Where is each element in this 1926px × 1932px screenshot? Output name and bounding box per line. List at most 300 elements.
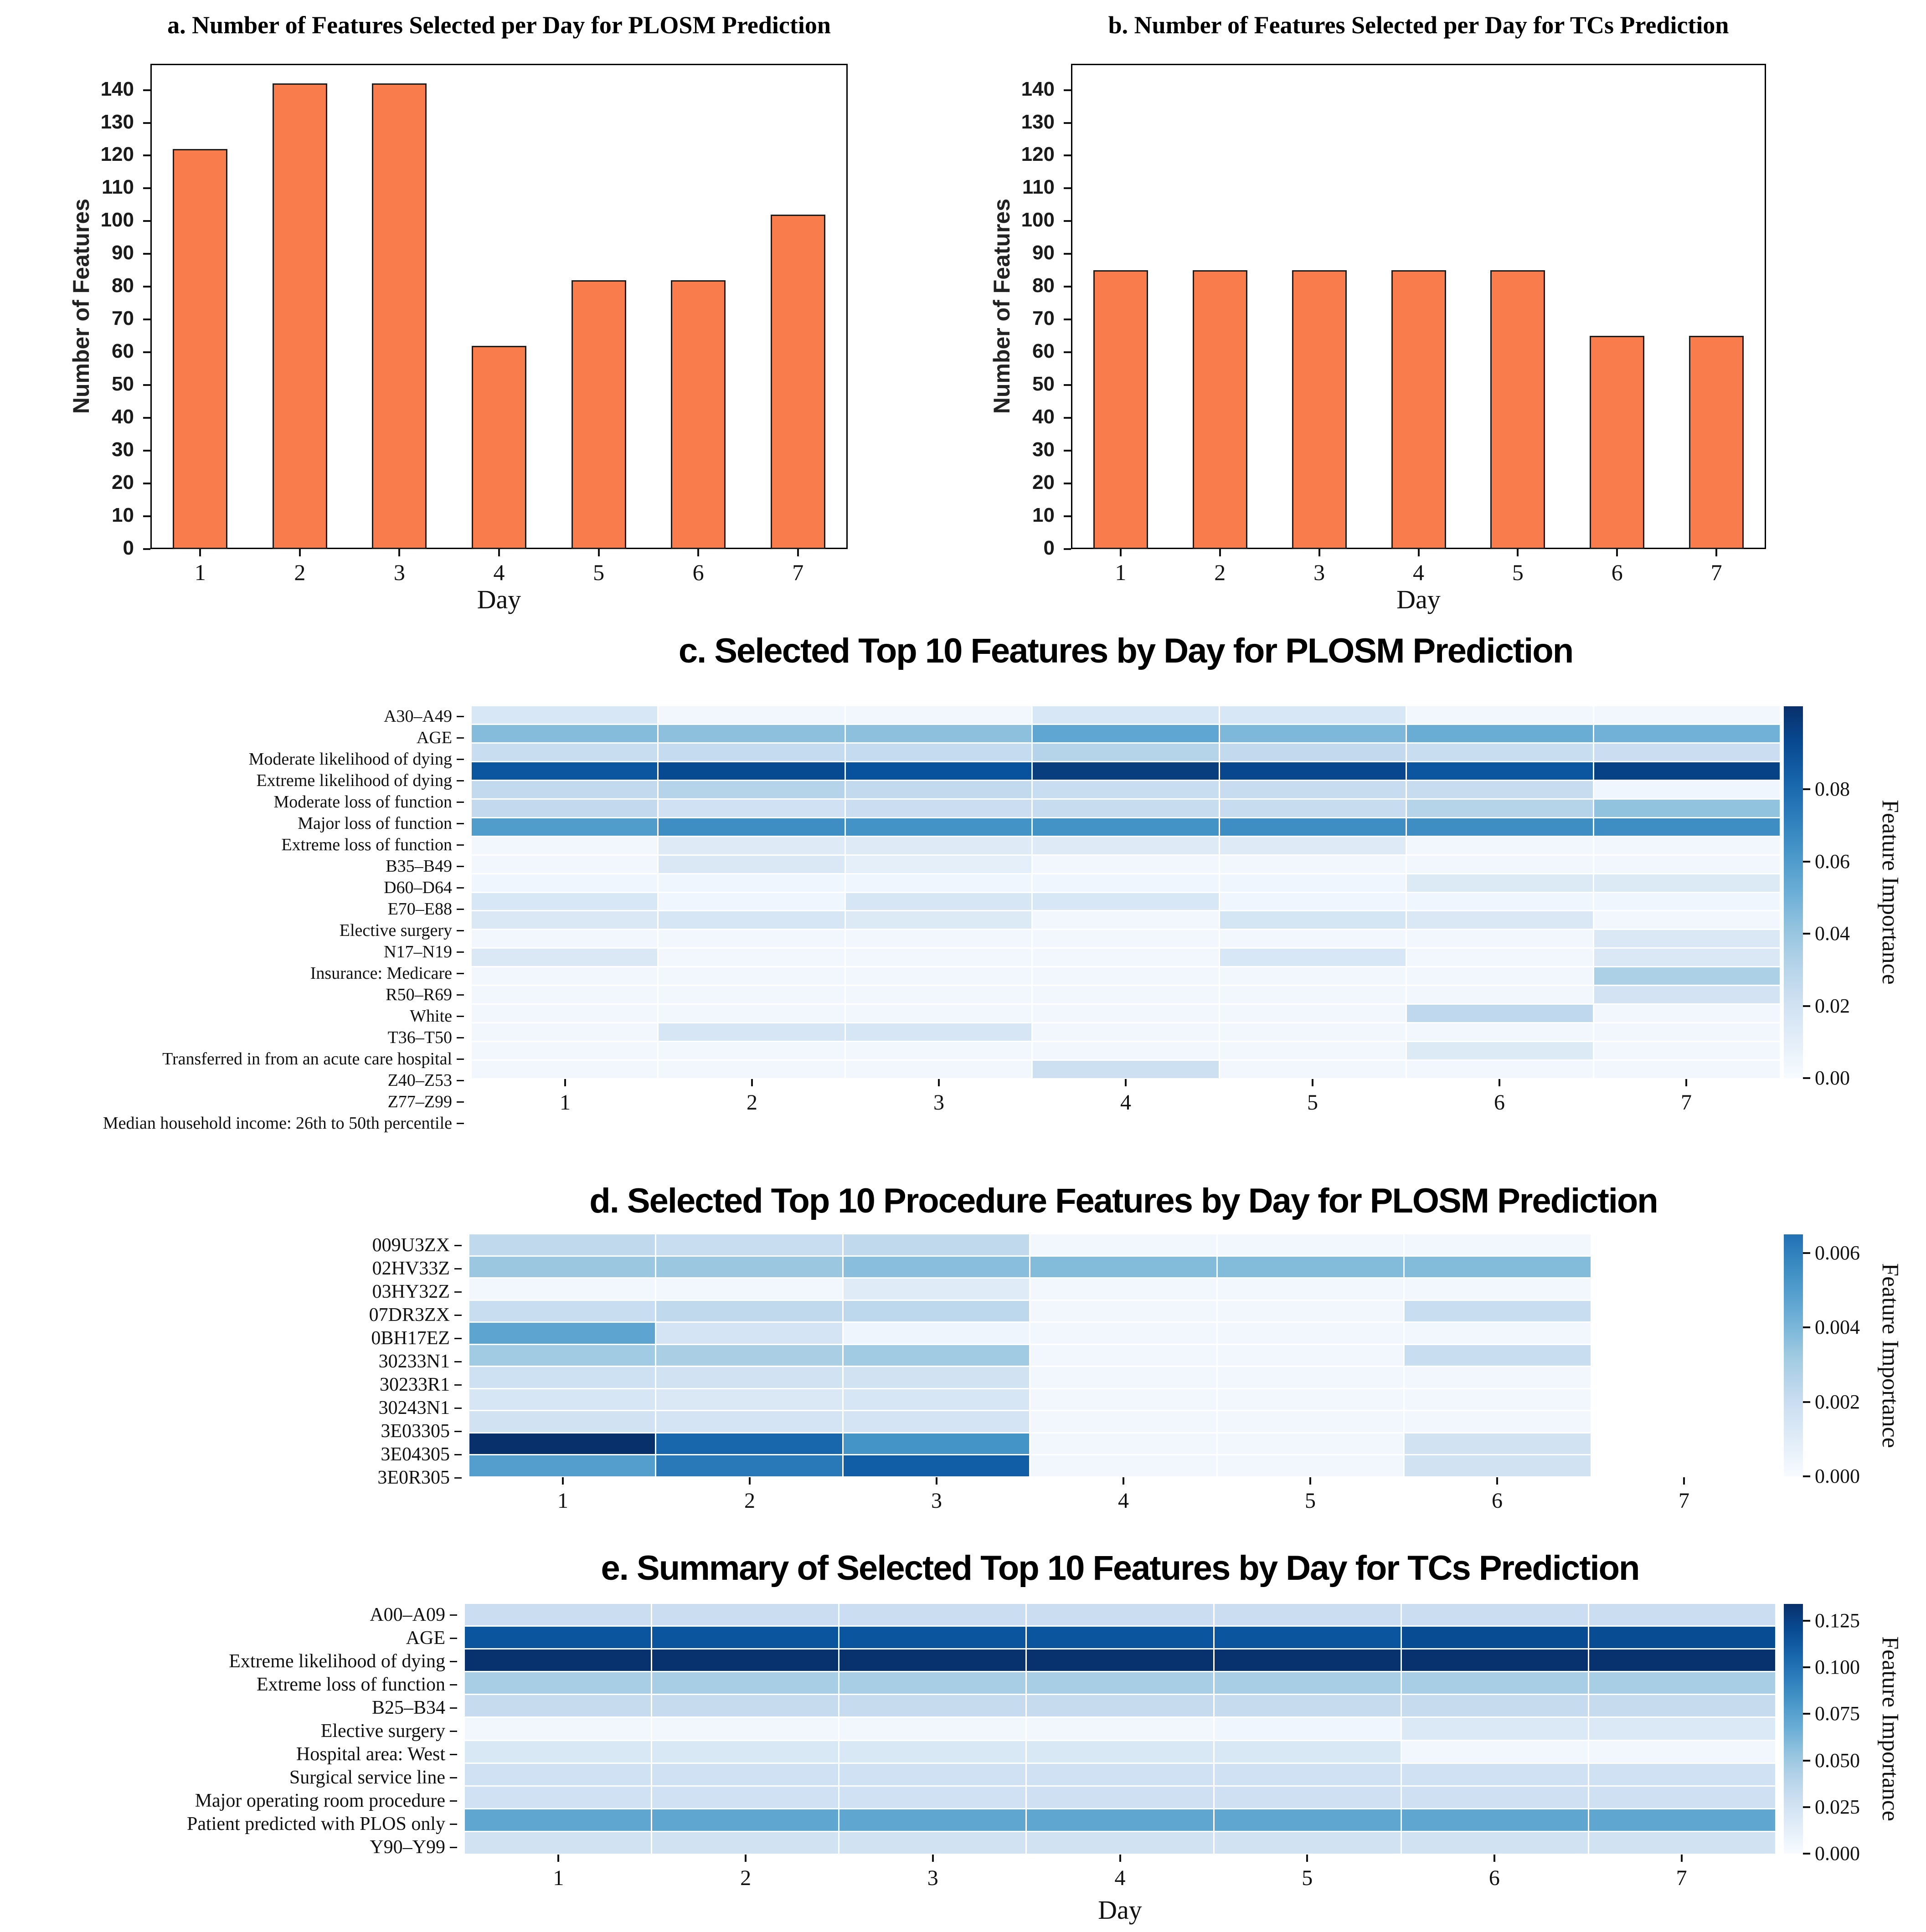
y-tick-label: 120 <box>1021 143 1055 166</box>
heatmap-cell <box>472 911 657 929</box>
bar <box>671 280 726 549</box>
heatmap-cell <box>1594 762 1780 780</box>
y-tick-label: 120 <box>100 143 134 166</box>
row-label-text: B25–B34 <box>371 1697 445 1718</box>
row-label-text: T36–T50 <box>387 1028 452 1047</box>
x-tick-label: 7 <box>1676 1866 1687 1890</box>
row-label-text: Major operating room procedure <box>195 1790 445 1811</box>
heatmap-cell <box>1592 1434 1777 1454</box>
heatmap-cell <box>1594 837 1780 854</box>
heatmap-row-label <box>0 1070 464 1090</box>
heatmap-cell <box>1220 800 1406 817</box>
heatmap-cell <box>1220 949 1406 966</box>
heatmap-cell <box>1033 744 1218 761</box>
x-axis-tick <box>1499 1079 1500 1086</box>
heatmap-cell <box>472 706 657 724</box>
heatmap-cell <box>846 911 1031 929</box>
row-axis-tick <box>450 1661 457 1662</box>
row-label-text: Hospital area: West <box>296 1744 445 1765</box>
heatmap-cell <box>472 762 657 780</box>
heatmap-cell <box>472 744 657 761</box>
y-axis-tick <box>143 122 150 124</box>
heatmap-cell <box>469 1234 655 1255</box>
x-tick-label: 4 <box>1413 560 1424 585</box>
colorbar-tick <box>1803 861 1810 863</box>
row-axis-tick <box>457 951 464 953</box>
heatmap-cell <box>659 893 844 910</box>
row-label-text: 03HY32Z <box>372 1281 450 1302</box>
heatmap-cell <box>1405 1411 1590 1432</box>
heatmap-cell <box>1405 1279 1590 1300</box>
heatmap-cell <box>1594 893 1780 910</box>
row-axis-tick <box>457 930 464 931</box>
heatmap-cell <box>1405 1455 1590 1476</box>
heatmap-row-label <box>0 1351 462 1372</box>
panel-e-x-axis-label: Day <box>1098 1895 1142 1925</box>
y-tick-label: 90 <box>1032 242 1055 264</box>
y-axis-tick <box>1064 122 1071 124</box>
heatmap-cell <box>659 1042 844 1059</box>
heatmap-cell <box>659 1005 844 1022</box>
heatmap-cell <box>839 1787 1025 1808</box>
heatmap-cell <box>1594 949 1780 966</box>
bar <box>173 149 227 549</box>
heatmap-cell <box>1033 874 1218 892</box>
x-tick-label: 3 <box>933 1090 944 1115</box>
heatmap-cell <box>1407 893 1592 910</box>
heatmap-cell <box>1218 1234 1403 1255</box>
heatmap-cell <box>1033 837 1218 854</box>
heatmap-row-label <box>0 899 464 919</box>
x-axis-tick <box>1496 1477 1498 1485</box>
heatmap-row-label <box>0 1743 457 1765</box>
heatmap-cell <box>846 893 1031 910</box>
bar <box>771 215 825 549</box>
heatmap-cell <box>1027 1695 1213 1716</box>
heatmap-row-label <box>0 1397 462 1419</box>
bar <box>1689 336 1744 549</box>
y-tick-label: 30 <box>112 438 134 461</box>
row-axis-tick <box>454 1291 462 1293</box>
heatmap-cell <box>1407 930 1592 947</box>
heatmap-row-label <box>0 942 464 962</box>
heatmap-cell <box>1027 1764 1213 1785</box>
heatmap-cell <box>846 949 1031 966</box>
y-axis-tick <box>1064 286 1071 288</box>
panel-b-x-axis-label: Day <box>1396 585 1441 614</box>
row-label-text: Elective surgery <box>320 1721 445 1742</box>
heatmap-cell <box>656 1323 842 1344</box>
row-label-text: Elective surgery <box>339 921 452 940</box>
heatmap-cell <box>1027 1649 1213 1671</box>
heatmap-cell <box>1030 1411 1216 1432</box>
heatmap-row-label <box>0 1234 462 1256</box>
heatmap-cell <box>846 744 1031 761</box>
y-tick-label: 130 <box>100 110 134 133</box>
y-axis-tick <box>143 187 150 189</box>
panel-e-title: e. Summary of Selected Top 10 Features by Day for TCs Prediction <box>601 1549 1639 1588</box>
heatmap-cell <box>844 1301 1029 1322</box>
heatmap-row-label <box>0 1374 462 1396</box>
y-axis-tick <box>143 286 150 288</box>
heatmap-cell <box>659 1023 844 1041</box>
heatmap-cell <box>1589 1604 1775 1625</box>
row-label-text: Extreme likelihood of dying <box>229 1651 445 1672</box>
heatmap-cell <box>659 818 844 836</box>
x-tick-label: 2 <box>294 560 306 585</box>
heatmap-cell <box>1594 818 1780 836</box>
heatmap-cell <box>1033 893 1218 910</box>
heatmap-cell <box>1220 744 1406 761</box>
heatmap-row-label <box>0 1697 457 1719</box>
y-tick-label: 30 <box>1032 438 1055 461</box>
heatmap-cell <box>656 1455 842 1476</box>
heatmap-cell <box>1218 1367 1403 1388</box>
heatmap-cell <box>1220 725 1406 742</box>
y-tick-label: 40 <box>1032 406 1055 428</box>
row-axis-tick <box>457 780 464 781</box>
heatmap-row-label <box>0 1444 462 1465</box>
x-tick-label: 1 <box>553 1866 564 1890</box>
colorbar-tick <box>1803 1326 1810 1328</box>
heatmap-cell <box>1594 874 1780 892</box>
heatmap-cell <box>1215 1627 1401 1648</box>
panel-c-colorbar <box>1784 706 1803 1078</box>
panel-e-row-labels <box>0 1604 457 1858</box>
row-label-text: 009U3ZX <box>372 1235 450 1256</box>
bar <box>572 280 626 549</box>
heatmap-cell <box>1033 781 1218 798</box>
y-axis-tick <box>1064 253 1071 255</box>
x-axis-tick <box>498 549 500 556</box>
x-axis-tick <box>1681 1855 1683 1862</box>
heatmap-cell <box>465 1764 651 1785</box>
heatmap-cell <box>465 1718 651 1739</box>
heatmap-cell <box>1405 1323 1590 1344</box>
colorbar-tick-label: 0.00 <box>1815 1067 1850 1089</box>
heatmap-cell <box>1405 1257 1590 1278</box>
row-axis-tick <box>457 909 464 910</box>
row-axis-tick <box>457 1080 464 1081</box>
heatmap-cell <box>1407 1061 1592 1078</box>
colorbar-tick <box>1803 1620 1810 1622</box>
x-tick-label: 2 <box>747 1090 757 1115</box>
heatmap-cell <box>659 874 844 892</box>
row-label-text: A30–A49 <box>384 707 452 726</box>
heatmap-cell <box>659 911 844 929</box>
heatmap-cell <box>659 967 844 985</box>
heatmap-cell <box>656 1279 842 1300</box>
bar <box>1490 270 1545 549</box>
heatmap-cell <box>1215 1604 1401 1625</box>
x-tick-label: 7 <box>792 560 804 585</box>
heatmap-row-label <box>0 963 464 983</box>
panel-c-colorbar-label: Feature Importance <box>1877 800 1903 985</box>
heatmap-row-label <box>0 706 464 726</box>
y-axis-tick <box>1064 450 1071 452</box>
colorbar-tick-label: 0.075 <box>1815 1702 1860 1725</box>
heatmap-cell <box>1033 706 1218 724</box>
heatmap-cell <box>1405 1434 1590 1454</box>
heatmap-cell <box>839 1832 1025 1854</box>
heatmap-cell <box>469 1279 655 1300</box>
row-axis-tick <box>450 1614 457 1616</box>
y-axis-tick <box>1064 384 1071 386</box>
panel-a-y-axis-label: Number of Features <box>68 198 94 414</box>
heatmap-cell <box>844 1279 1029 1300</box>
heatmap-cell <box>1215 1787 1401 1808</box>
row-axis-tick <box>457 1123 464 1124</box>
heatmap-row-label <box>0 835 464 855</box>
heatmap-row-label <box>0 920 464 940</box>
x-axis-tick <box>598 549 600 556</box>
x-axis-tick <box>1683 1477 1685 1485</box>
row-axis-tick <box>457 1058 464 1060</box>
heatmap-cell <box>1594 800 1780 817</box>
heatmap-cell <box>1405 1345 1590 1366</box>
row-label-text: 0BH17EZ <box>371 1328 450 1349</box>
heatmap-row-label <box>0 1790 457 1812</box>
row-label-text: N17–N19 <box>384 942 452 961</box>
y-tick-label: 90 <box>112 242 134 264</box>
colorbar-tick-label: 0.08 <box>1815 778 1850 801</box>
heatmap-cell <box>465 1787 651 1808</box>
y-tick-label: 20 <box>112 471 134 494</box>
heatmap-cell <box>846 1061 1031 1078</box>
heatmap-cell <box>465 1741 651 1762</box>
heatmap-cell <box>1592 1301 1777 1322</box>
heatmap-cell <box>659 837 844 854</box>
panel-e-grid <box>465 1604 1775 1854</box>
heatmap-cell <box>1407 911 1592 929</box>
row-label-text: Transferred in from an acute care hospital <box>162 1049 452 1069</box>
x-axis-tick <box>797 549 799 556</box>
heatmap-row-label <box>0 771 464 791</box>
x-axis-tick <box>199 549 201 556</box>
y-tick-label: 110 <box>102 176 134 199</box>
heatmap-cell <box>1033 818 1218 836</box>
heatmap-cell <box>652 1695 838 1716</box>
heatmap-cell <box>465 1695 651 1716</box>
y-axis-tick <box>1064 548 1071 550</box>
heatmap-cell <box>465 1604 651 1625</box>
heatmap-cell <box>1589 1741 1775 1762</box>
heatmap-cell <box>659 706 844 724</box>
x-axis-tick <box>1312 1079 1313 1086</box>
row-axis-tick <box>450 1707 457 1709</box>
heatmap-cell <box>659 930 844 947</box>
y-axis-tick <box>143 154 150 156</box>
heatmap-cell <box>1402 1672 1588 1694</box>
row-axis-tick <box>450 1638 457 1639</box>
heatmap-cell <box>1033 949 1218 966</box>
heatmap-cell <box>472 949 657 966</box>
colorbar-tick <box>1803 1005 1810 1007</box>
x-axis-tick <box>1616 549 1618 556</box>
heatmap-cell <box>1589 1832 1775 1854</box>
heatmap-cell <box>1220 967 1406 985</box>
heatmap-cell <box>1592 1345 1777 1366</box>
panel-a-x-axis-label: Day <box>477 585 521 614</box>
colorbar-tick <box>1803 1713 1810 1715</box>
panel-c-row-labels <box>0 706 464 1133</box>
heatmap-row-label <box>0 1627 457 1649</box>
row-axis-tick <box>454 1408 462 1409</box>
heatmap-cell <box>659 800 844 817</box>
y-tick-label: 40 <box>112 406 134 428</box>
x-axis-tick <box>1219 549 1221 556</box>
heatmap-cell <box>656 1434 842 1454</box>
heatmap-cell <box>1215 1649 1401 1671</box>
heatmap-cell <box>659 949 844 966</box>
heatmap-cell <box>1027 1672 1213 1694</box>
heatmap-cell <box>1033 986 1218 1003</box>
colorbar-tick-label: 0.000 <box>1815 1842 1860 1865</box>
heatmap-cell <box>472 837 657 854</box>
heatmap-cell <box>1589 1695 1775 1716</box>
heatmap-row-label <box>0 1720 457 1742</box>
colorbar-tick <box>1803 1853 1810 1855</box>
bar <box>1093 270 1148 549</box>
row-axis-tick <box>457 1101 464 1103</box>
heatmap-cell <box>1220 762 1406 780</box>
y-tick-label: 80 <box>1032 274 1055 297</box>
heatmap-cell <box>1402 1718 1588 1739</box>
heatmap-cell <box>1592 1455 1777 1476</box>
heatmap-cell <box>472 930 657 947</box>
heatmap-row-label <box>0 985 464 1005</box>
heatmap-cell <box>1030 1234 1216 1255</box>
heatmap-cell <box>1407 1005 1592 1022</box>
y-tick-label: 0 <box>123 537 134 559</box>
heatmap-cell <box>1407 1023 1592 1041</box>
heatmap-cell <box>465 1627 651 1648</box>
x-tick-label: 6 <box>1492 1489 1503 1513</box>
heatmap-cell <box>1594 744 1780 761</box>
y-axis-tick <box>1064 483 1071 484</box>
row-label-text: Moderate likelihood of dying <box>248 750 452 769</box>
bar <box>372 83 427 549</box>
heatmap-cell <box>1592 1257 1777 1278</box>
heatmap-cell <box>1215 1672 1401 1694</box>
row-axis-tick <box>457 1037 464 1038</box>
heatmap-cell <box>1027 1787 1213 1808</box>
row-axis-tick <box>457 866 464 867</box>
heatmap-cell <box>1594 967 1780 985</box>
heatmap-cell <box>846 818 1031 836</box>
heatmap-row-label <box>0 1113 464 1133</box>
heatmap-cell <box>846 930 1031 947</box>
colorbar-tick <box>1803 1077 1810 1079</box>
heatmap-cell <box>1594 856 1780 873</box>
row-label-text: Insurance: Medicare <box>310 964 452 983</box>
row-axis-tick <box>457 1016 464 1017</box>
x-tick-label: 3 <box>393 560 405 585</box>
heatmap-cell <box>844 1389 1029 1410</box>
heatmap-cell <box>659 986 844 1003</box>
heatmap-cell <box>1589 1672 1775 1694</box>
heatmap-cell <box>839 1741 1025 1762</box>
row-axis-tick <box>457 737 464 739</box>
heatmap-cell <box>1402 1695 1588 1716</box>
heatmap-cell <box>652 1741 838 1762</box>
heatmap-cell <box>656 1257 842 1278</box>
panel-b-y-axis-label: Number of Features <box>989 198 1014 414</box>
row-label-text: R50–R69 <box>386 985 452 1004</box>
row-axis-tick <box>457 973 464 974</box>
heatmap-cell <box>659 762 844 780</box>
heatmap-cell <box>844 1411 1029 1432</box>
heatmap-cell <box>1592 1323 1777 1344</box>
heatmap-cell <box>469 1323 655 1344</box>
heatmap-cell <box>472 874 657 892</box>
colorbar-tick <box>1803 1252 1810 1254</box>
y-tick-label: 50 <box>112 373 134 396</box>
y-tick-label: 140 <box>1021 77 1055 100</box>
y-axis-tick <box>1064 154 1071 156</box>
heatmap-cell <box>846 967 1031 985</box>
x-tick-label: 3 <box>931 1489 942 1513</box>
heatmap-cell <box>465 1809 651 1831</box>
heatmap-cell <box>1407 762 1592 780</box>
y-axis-tick <box>143 319 150 320</box>
heatmap-row-label <box>0 878 464 898</box>
y-tick-label: 110 <box>1022 176 1055 199</box>
row-label-text: Median household income: 26th to 50th percentile <box>103 1114 452 1133</box>
heatmap-cell <box>846 1005 1031 1022</box>
row-label-text: Moderate loss of function <box>273 792 452 812</box>
heatmap-cell <box>1407 800 1592 817</box>
heatmap-cell <box>472 893 657 910</box>
row-label-text: AGE <box>406 1628 445 1649</box>
row-axis-tick <box>454 1431 462 1432</box>
heatmap-cell <box>1402 1741 1588 1762</box>
heatmap-cell <box>472 1005 657 1022</box>
heatmap-cell <box>1220 856 1406 873</box>
heatmap-cell <box>1592 1411 1777 1432</box>
row-label-text: Surgical service line <box>289 1767 445 1788</box>
row-label-text: AGE <box>416 728 452 747</box>
colorbar-tick <box>1803 1401 1810 1403</box>
x-tick-label: 4 <box>1120 1090 1131 1115</box>
row-axis-tick <box>454 1454 462 1455</box>
heatmap-cell <box>1218 1323 1403 1344</box>
panel-c-grid <box>472 706 1780 1078</box>
heatmap-cell <box>1215 1764 1401 1785</box>
heatmap-cell <box>846 781 1031 798</box>
heatmap-cell <box>472 781 657 798</box>
row-label-text: 3E0R305 <box>377 1467 450 1488</box>
x-axis-tick <box>697 549 699 556</box>
heatmap-cell <box>469 1455 655 1476</box>
x-tick-label: 7 <box>1710 560 1722 585</box>
row-axis-tick <box>450 1754 457 1755</box>
heatmap-cell <box>1407 874 1592 892</box>
heatmap-cell <box>1220 986 1406 1003</box>
heatmap-row-label <box>0 1836 457 1858</box>
y-axis-tick <box>143 450 150 452</box>
heatmap-cell <box>1402 1604 1588 1625</box>
heatmap-cell <box>839 1718 1025 1739</box>
heatmap-cell <box>1220 818 1406 836</box>
y-axis-tick <box>1064 187 1071 189</box>
bar <box>273 83 327 549</box>
heatmap-cell <box>1218 1389 1403 1410</box>
row-label-text: Patient predicted with PLOS only <box>187 1814 445 1834</box>
x-axis-tick <box>398 549 400 556</box>
heatmap-cell <box>1220 837 1406 854</box>
x-axis-tick <box>1517 549 1519 556</box>
